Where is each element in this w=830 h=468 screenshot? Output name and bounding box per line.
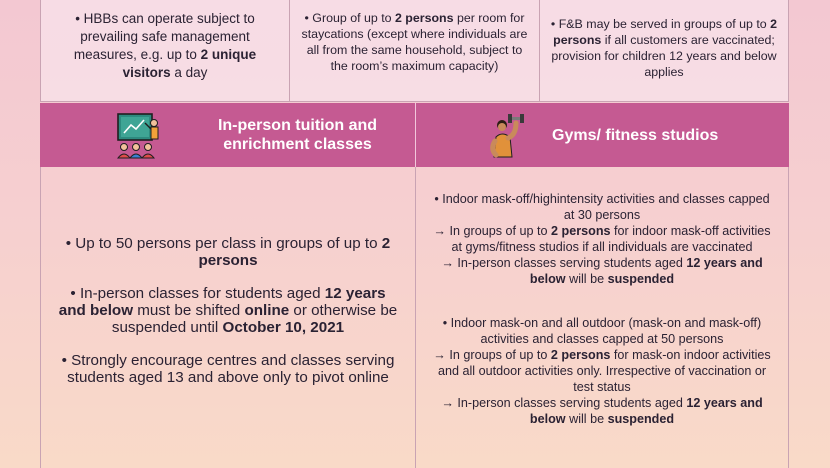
tuition-p2-bold-age: 12 years and below <box>58 285 386 319</box>
staycation-cell <box>290 0 540 102</box>
tuition-p1-text: • Up to 50 persons per class in groups of up to <box>65 235 382 252</box>
top-row <box>40 0 789 102</box>
gym-b1-line-2 <box>430 223 774 255</box>
tuition-point-1 <box>55 235 401 269</box>
tuition-p2-bold-date: October 10, 2021 <box>222 319 345 336</box>
gym-b1-l2-bold: 2 persons <box>551 224 611 238</box>
gym-b2-l3-bold-age: 12 years and below <box>529 396 763 426</box>
gym-b1-l3-bold-age: 12 years and below <box>529 256 763 286</box>
tuition-p2-mid: must be shifted <box>133 302 245 319</box>
tuition-header <box>40 103 416 167</box>
gym-b1-line-1: • Indoor mask-off/highintensity activities and classes capped at 30 persons <box>434 192 770 222</box>
body-row <box>40 167 789 468</box>
gym-b2-line-1: • Indoor mask-on and all outdoor (mask-on and mask-off) activities and classes capped at 50 persons <box>442 316 762 346</box>
gym-body <box>416 167 789 468</box>
gym-b1-l3-text: → In-person classes serving students aged <box>441 256 687 270</box>
tuition-p2-mid2: or otherwise be suspended until <box>111 302 398 336</box>
gym-b2-l3-mid: will be <box>565 412 608 426</box>
gym-b1-l3-mid: will be <box>565 272 608 286</box>
tuition-title: In-person tuition and enrichment classes <box>217 117 378 153</box>
staycation-text-end: per room for staycations (except where individuals are all from the same household, subject to the room’s maximum capacity) <box>301 11 528 73</box>
gym-b2-l3-text: → In-person classes serving students aged <box>441 396 687 410</box>
tuition-p1-bold: 2 persons <box>198 235 391 269</box>
gym-b2-line-3 <box>430 395 774 427</box>
gym-title: Gyms/ fitness studios <box>552 126 719 144</box>
hbb-cell <box>40 0 290 102</box>
fnb-text-end: if all customers are vaccinated; provision for children 12 years and below applies <box>551 33 777 79</box>
gym-b2-line-2 <box>430 347 774 395</box>
gym-b1-l3-bold-suspended: suspended <box>607 272 675 286</box>
hbb-text-end: a day <box>170 65 208 80</box>
gym-b2-l2-text: → In groups of up to <box>433 348 551 362</box>
tuition-body <box>40 167 416 468</box>
gym-b2-l3-bold-suspended: suspended <box>607 412 675 426</box>
tuition-p2-text: • In-person classes for students aged <box>70 285 325 302</box>
classroom-icon <box>114 111 162 159</box>
gym-b2-l2-bold: 2 persons <box>550 348 611 362</box>
hbb-text: • HBBs can operate subject to prevailing safe management measures, e.g. up to <box>73 11 255 62</box>
gym-b1-l2-end: for indoor mask-off activities at gyms/fitness studios if all individuals are vaccinated <box>451 224 771 254</box>
tuition-point-3: • Strongly encourage centres and classes serving students aged 13 and above only to pivot online <box>61 352 395 386</box>
hbb-bold: 2 unique visitors <box>122 47 257 80</box>
gym-b1-line-3 <box>430 255 774 287</box>
gym-b1-l2-text: → In groups of up to <box>433 224 552 238</box>
staycation-bold: 2 persons <box>394 11 454 25</box>
spacer <box>430 287 774 315</box>
gym-b2-l2-end: for mask-on indoor activities and all outdoor activities only. Irrespective of vaccination or test status <box>437 348 771 394</box>
dumbbell-lifter-icon <box>486 111 534 159</box>
tuition-p2-bold-online: online <box>244 302 290 319</box>
gym-header <box>416 103 789 167</box>
infographic-table <box>40 0 789 468</box>
section-header-row <box>40 103 789 167</box>
fnb-cell <box>540 0 789 102</box>
staycation-text: • Group of up to <box>304 11 395 25</box>
fnb-bold: 2 persons <box>553 17 778 47</box>
fnb-text: • F&B may be served in groups of up to <box>550 17 771 31</box>
tuition-point-2 <box>55 285 401 336</box>
